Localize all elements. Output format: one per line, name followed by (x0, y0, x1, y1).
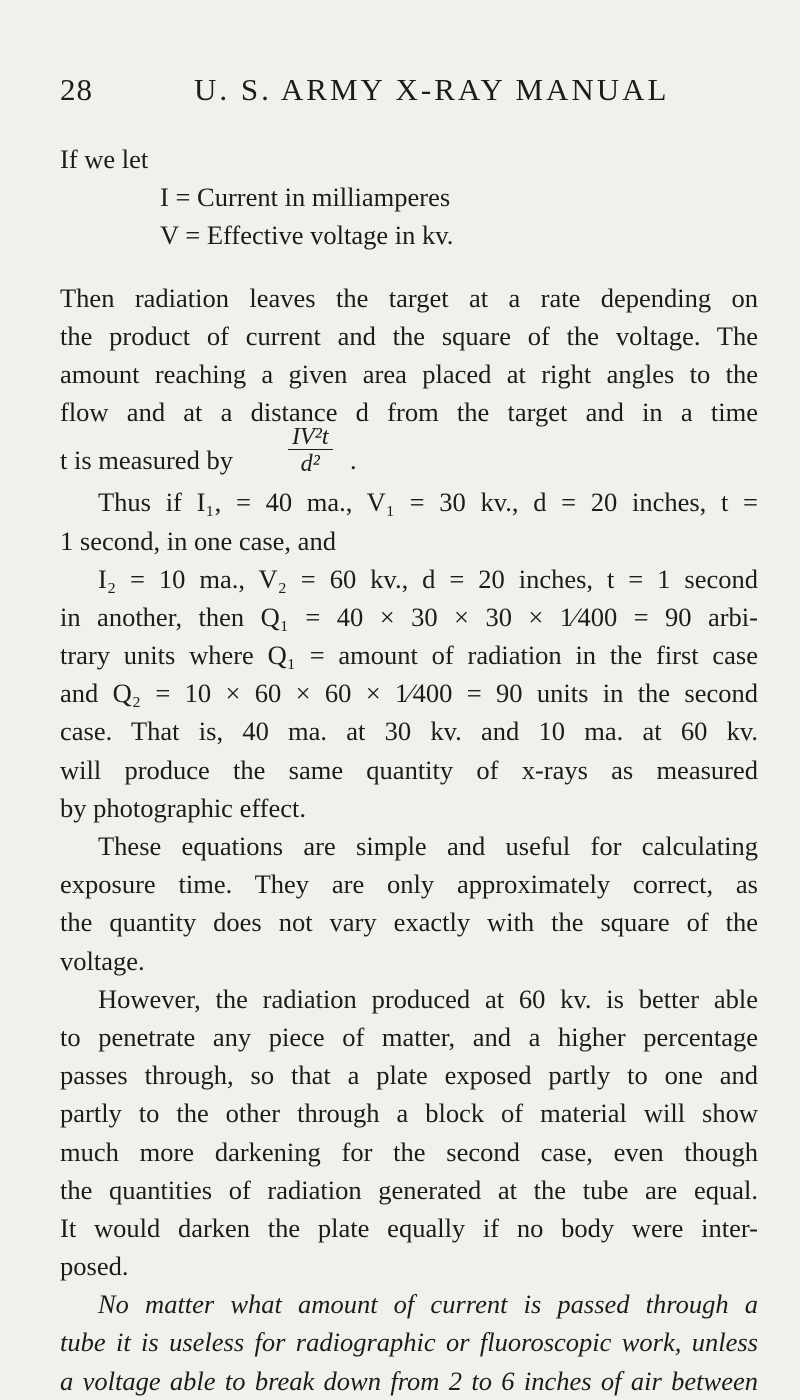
paragraph-line: in another, then Q₁ = 40 × 30 × 30 × 1⁄400 = 90 arbi- (60, 601, 758, 632)
definition-current: I = Current in milliamperes (160, 182, 451, 213)
paragraph-line: voltage. (60, 945, 145, 976)
paragraph-line: partly to the other through a block of material will show (60, 1098, 758, 1129)
paragraph-line: amount reaching a given area placed at right angles to the (60, 358, 758, 389)
paragraph-line: the product of current and the square of the voltage. The (60, 320, 758, 351)
page-number: 28 (60, 72, 93, 107)
paragraph-4 (60, 980, 758, 1286)
intro-line: If we let (60, 144, 149, 174)
paragraph-5-italic (60, 1285, 758, 1400)
paragraph-line: tube it is useless for radiographic or fluoroscopic work, unless (60, 1327, 758, 1358)
definition-voltage: V = Effective voltage in kv. (160, 220, 454, 251)
paragraph-line: It would darken the plate equally if no body were inter- (60, 1212, 758, 1243)
paragraph-line: much more darkening for the second case, even though (60, 1136, 758, 1167)
paragraph-line: passes through, so that a plate exposed partly to one and (60, 1060, 758, 1091)
formula-end: . (350, 445, 357, 476)
formula-line (60, 424, 758, 483)
paragraph-line: the quantities of radiation generated at the tube are equal. (60, 1174, 758, 1205)
paragraph-line: exposure time. They are only approximately correct, as (60, 869, 758, 900)
paragraph-line: posed. (60, 1251, 129, 1282)
formula-denominator: d² (300, 451, 320, 478)
formula-lead: t is measured by (60, 445, 233, 476)
paragraph-line: flow and at a distance d from the target and in a time (60, 397, 758, 428)
paragraph-line: Thus if I₁, = 40 ma., V₁ = 30 kv., d = 20 inches, t = (98, 487, 758, 518)
paragraph-line: case. That is, 40 ma. at 30 kv. and 10 ma. at 60 kv. (60, 716, 758, 747)
paragraph-line: These equations are simple and useful for calculating (98, 831, 758, 861)
paragraph-3 (60, 827, 758, 980)
paragraph-line: by photographic effect. (60, 792, 307, 823)
paragraph-1 (60, 279, 758, 484)
paragraph-line: 1 second, in one case, and (60, 525, 336, 556)
paragraph-line: will produce the same quantity of x-rays as measured (60, 754, 758, 785)
paragraph-line: However, the radiation produced at 60 kv. is better able (98, 983, 758, 1014)
formula-fraction (288, 425, 333, 476)
paragraph-line: the quantity does not vary exactly with the square of the (60, 907, 758, 938)
paragraph-line: a voltage able to break down from 2 to 6 inches of air between (60, 1365, 758, 1396)
paragraph-line: to penetrate any piece of matter, and a higher percentage (60, 1021, 758, 1052)
running-title: U. S. ARMY X-RAY MANUAL (194, 72, 670, 107)
paragraph-line: and Q₂ = 10 × 60 × 60 × 1⁄400 = 90 units in the second (60, 678, 758, 709)
paragraph-line: Then radiation leaves the target at a rate depending on (60, 282, 758, 313)
paragraph-line: No matter what amount of current is passed through a (98, 1289, 758, 1320)
definitions (60, 178, 758, 254)
formula-numerator: IV²t (288, 425, 333, 450)
paragraph-2 (60, 483, 758, 827)
paragraph-line: I₂ = 10 ma., V₂ = 60 kv., d = 20 inches, t = 1 second (98, 563, 758, 594)
paragraph-line: trary units where Q₁ = amount of radiation in the first case (60, 640, 758, 671)
page-body (60, 140, 758, 1400)
